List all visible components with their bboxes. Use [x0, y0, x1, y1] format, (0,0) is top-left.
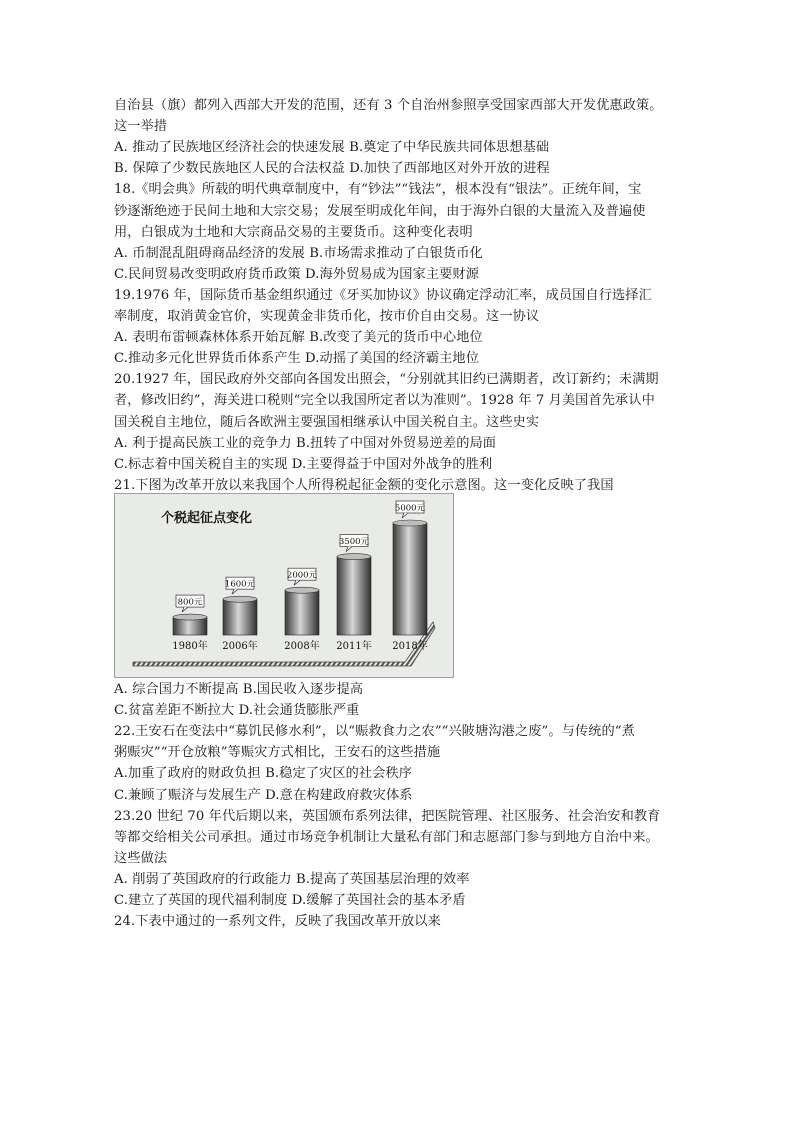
value-label-tail-2: [232, 589, 238, 594]
bar-cap-5: [393, 520, 427, 526]
value-label-5: 5000元: [394, 503, 426, 514]
text-line-4: B. 保障了少数民族地区人民的合法权益 D.加快了西部地区对外开放的进程: [114, 161, 550, 177]
value-label-tail-4: [346, 547, 352, 552]
value-label-2: 1600元: [224, 579, 256, 590]
value-label-tail-1: [182, 607, 188, 612]
chart-title: 个税起征点变化: [161, 511, 253, 526]
bar-cap-3: [285, 587, 319, 593]
text-line-lower-4: 粥赈灾”“开仓放粮”等赈灾方式相比，王安石的这些措施: [114, 745, 441, 761]
text-line-19: 21.下图为改革开放以来我国个人所得税起征金额的变化示意图。这一变化反映了我国: [114, 477, 614, 493]
bar-cap-4: [337, 554, 371, 560]
text-line-7: 用，白银成为土地和大宗商品交易的主要货币。这种变化表明: [114, 224, 473, 240]
text-line-10: 19.1976 年，国际货币基金组织通过《牙买加协议》协议确定浮动汇率，成员国自行选择汇: [114, 287, 652, 303]
text-line-lower-3: 22.王安石在变法中“募饥民修水利”，以“赈救食力之农”“兴陂塘沟港之废”。与传统的“煮: [114, 724, 635, 740]
text-line-lower-12: 24.下表中通过的一系列文件，反映了我国改革开放以来: [114, 914, 441, 930]
text-line-lower-10: A. 削弱了英国政府的行政能力 B.提高了英国基层治理的效率: [114, 871, 470, 887]
value-label-3: 2000元: [286, 570, 318, 581]
tax-threshold-chart: [114, 493, 454, 678]
text-line-6: 钞逐渐绝迹于民间土地和大宗交易；发展至明成化年间，由于海外白银的大量流入及普遍使: [114, 203, 646, 219]
text-line-3: A. 推动了民族地区经济社会的快速发展 B.奠定了中华民族共同体思想基础: [114, 140, 550, 156]
bar-5: [393, 523, 427, 635]
category-label-3: 2008年: [284, 641, 320, 652]
text-line-17: A. 利于提高民族工业的竞争力 B.扭转了中国对外贸易逆差的局面: [114, 435, 497, 451]
text-line-16: 国关税自主地位，随后各欧洲主要强国相继承认中国关税自主。这些史实: [114, 414, 540, 430]
text-line-14: 20.1927 年，国民政府外交部向各国发出照会，“分别就其旧约已满期者，改订新约；未满期: [114, 372, 659, 388]
value-label-tail-3: [294, 580, 300, 585]
category-label-1: 1980年: [172, 641, 208, 652]
text-line-lower-8: 等都交给相关公司承担。通过市场竞争机制让大量私有部门和志愿部门参与到地方自治中来。: [114, 829, 659, 845]
text-line-5: 18.《明会典》所载的明代典章制度中，有“钞法”“钱法”，根本没有“银法”。正统年间，宝: [114, 182, 642, 198]
chart-canvas: [115, 494, 453, 677]
text-line-lower-1: A. 综合国力不断提高 B.国民收入逐步提高: [114, 682, 364, 697]
text-line-lower-6: C.兼顾了赈济与发展生产 D.意在构建政府救灾体系: [114, 787, 413, 803]
text-line-lower-9: 这些做法: [114, 850, 168, 866]
value-label-1: 800元: [177, 597, 203, 608]
bar-cap-2: [223, 596, 257, 602]
value-label-4: 3500元: [338, 537, 370, 548]
category-label-5: 2018年: [392, 641, 428, 652]
bar-3: [285, 590, 319, 635]
text-line-lower-5: A.加重了政府的财政负担 B.稳定了灾区的社会秩序: [114, 766, 413, 782]
text-line-12: A. 表明布雷顿森林体系开始瓦解 B.改变了美元的货币中心地位: [114, 330, 483, 346]
text-line-lower-7: 23.20 世纪 70 年代后期以来，英国颁布系列法律，把医院管理、社区服务、社会治安和教育: [114, 808, 661, 824]
text-line-15: 者，修改旧约”，海关进口税则“完全以我国所定者以为准则”。1928 年 7 月美国首先承认中: [114, 393, 655, 409]
text-line-13: C.推动多元化世界货币体系产生 D.动摇了美国的经济霸主地位: [114, 351, 479, 367]
category-label-2: 2006年: [222, 641, 258, 652]
text-line-11: 率制度，取消黄金官价，实现黄金非货币化，按市价自由交易。这一协议: [114, 309, 540, 324]
text-line-8: A. 币制混乱阻碍商品经济的发展 B.市场需求推动了白银货币化: [114, 245, 483, 261]
bar-2: [223, 599, 257, 635]
category-label-4: 2011年: [336, 641, 372, 652]
bar-cap-1: [173, 614, 207, 620]
text-line-lower-11: C.建立了英国的现代福利制度 D.缓解了英国社会的基本矛盾: [114, 893, 466, 908]
text-line-18: C.标志着中国关税自主的实现 D.主要得益于中国对外战争的胜利: [114, 456, 493, 472]
bar-4: [337, 557, 371, 635]
text-line-9: C.民间贸易改变明政府货币政策 D.海外贸易成为国家主要财源: [114, 266, 479, 282]
value-label-tail-5: [402, 513, 408, 518]
text-line-1: 自治县（旗）都列入西部大开发的范围，还有 3 个自治州参照享受国家西部大开发优惠政策。: [114, 98, 663, 113]
text-line-2: 这一举措: [114, 119, 168, 135]
text-line-lower-2: C.贫富差距不断拉大 D.社会通货膨胀严重: [114, 703, 360, 719]
